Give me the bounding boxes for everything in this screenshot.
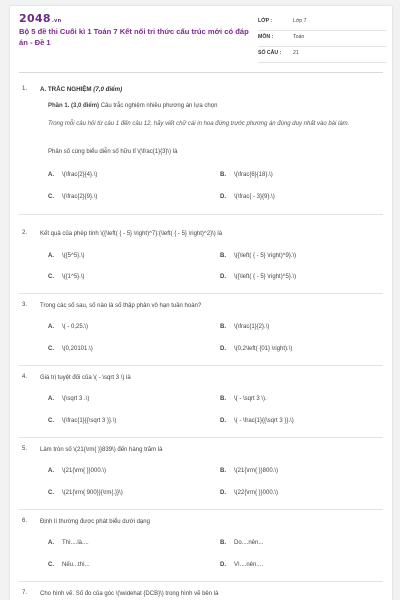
meta-value: Toán (293, 34, 305, 40)
option-text: Vì....nên.... (234, 562, 264, 568)
meta-row-subject (258, 31, 386, 47)
exam-meta (258, 15, 386, 63)
question-text: Kết quả của phép tính \({\left( { - 5} \right)^7}:{\left( { - 5} \right)^2}\) là (40, 231, 223, 237)
question-text: Cho hình vẽ. Số đo của góc \(\widehat {DCB}\) trong hình vẽ bên là (40, 591, 219, 597)
q5-option-b[interactable]: B. \(21{\rm{ }}800.\) (220, 468, 279, 474)
question-number: 5. (22, 446, 28, 452)
meta-value: Lớp 7 (293, 18, 307, 24)
q1-option-d[interactable]: D. \(\frac{ - 3}{9}.\) (220, 194, 275, 200)
question-divider (19, 214, 383, 215)
meta-key: MÔN : (258, 34, 274, 40)
option-text: \({1^5}.\) (62, 274, 85, 280)
option-text: \(21{\rm{ }}000.\) (62, 468, 107, 474)
question-number: 7. (22, 590, 28, 596)
question-text: Làm tròn số \(21{\rm{ }}839\) đến hàng trăm là (40, 447, 163, 453)
option-text: \(\frac{2}{4}.\) (62, 172, 98, 178)
q5-option-a[interactable]: A. \(21{\rm{ }}000.\) (48, 468, 107, 474)
q2-option-d[interactable]: D. \({\left( { - 5} \right)^5}.\) (220, 274, 297, 280)
instruction-text: Trong mỗi câu hỏi từ câu 1 đến câu 12, hãy viết chữ cái in hoa đứng trước phương án đúng duy nhất vào bài làm. (48, 121, 350, 127)
part-description: Câu trắc nghiệm nhiều phương án lựa chọn (100, 103, 218, 109)
question-text: Định lí thường được phát biểu dưới dạng (40, 519, 150, 525)
exam-page (10, 6, 392, 600)
logo-brand: 2048 (19, 12, 51, 25)
q1-option-a[interactable]: A. \(\frac{2}{4}.\) (48, 172, 98, 178)
question-text: Giá trị tuyệt đối của \( - \sqrt 3 \) là (40, 375, 131, 381)
option-text: \({\left( { - 5} \right)^5}.\) (234, 274, 297, 280)
part-label: Phần 1. (48, 103, 70, 109)
option-text: \(\frac{ - 3}{9}.\) (234, 194, 275, 200)
q5-option-c[interactable]: C. \(21{\rm{ 900}}{\rm{.}}\) (48, 490, 123, 496)
q4-option-d[interactable]: D. \( - \frac{1}{{\sqrt 3 }}.\) (220, 418, 294, 424)
q1-option-b[interactable]: B. \(\frac{6}{18}.\) (220, 172, 273, 178)
meta-key: LỚP : (258, 18, 273, 24)
option-text: \(21{\rm{ }}800.\) (234, 468, 279, 474)
question-number: 3. (22, 302, 28, 308)
option-text: \(21{\rm{ 900}}{\rm{.}}\) (62, 490, 123, 496)
option-text: \(\frac{2}{9}.\) (62, 194, 98, 200)
question-divider (19, 293, 383, 294)
meta-value: 21 (293, 50, 299, 56)
question-number: 2. (22, 230, 28, 236)
question-divider (19, 581, 383, 582)
section-title-text: A. TRẮC NGHIỆM (40, 86, 92, 93)
option-text: \(22{\rm{ }}000.\) (234, 490, 279, 496)
logo-suffix: .vn (51, 18, 62, 24)
meta-key: SỐ CÂU : (258, 50, 282, 56)
q4-option-c[interactable]: C. \(\frac{1}{{\sqrt 3 }}.\) (48, 418, 117, 424)
q4-option-b[interactable]: B. \( - \sqrt 3 \). (220, 396, 267, 402)
question-divider (19, 437, 383, 438)
option-text: Do....nên... (234, 540, 264, 546)
q5-option-d[interactable]: D. \(22{\rm{ }}000.\) (220, 490, 279, 496)
question-number: 4. (22, 374, 28, 380)
option-text: \(\sqrt 3 .\) (62, 396, 90, 402)
q1-option-c[interactable]: C. \(\frac{2}{9}.\) (48, 194, 98, 200)
question-divider (19, 509, 383, 510)
question-divider (19, 365, 383, 366)
q6-option-d[interactable]: D. Vì....nên.... (220, 562, 264, 568)
part-heading (48, 103, 217, 109)
option-text: \(\frac{1}{2}.\) (234, 324, 270, 330)
option-text: Nếu...thì... (62, 562, 90, 568)
q2-option-a[interactable]: A. \({5^5}.\) (48, 253, 85, 259)
site-logo[interactable] (19, 12, 61, 25)
section-score: (7,0 điểm) (93, 86, 123, 93)
option-text: \( - 0,25.\) (62, 324, 89, 330)
q6-option-c[interactable]: C. Nếu...thì... (48, 562, 90, 568)
option-text: \( - \frac{1}{{\sqrt 3 }}.\) (234, 418, 294, 424)
document-title: Bộ 5 đề thi Cuối kì 1 Toán 7 Kết nối tri thức cấu trúc mới có đáp án - Đề 1 (19, 27, 249, 47)
meta-row-class (258, 15, 386, 31)
header-divider (19, 72, 383, 73)
q3-option-d[interactable]: D. \(0,2\left( {01} \right).\) (220, 346, 293, 352)
meta-row-count (258, 47, 386, 63)
q6-option-a[interactable]: A. Thì....là.... (48, 540, 89, 546)
q3-option-a[interactable]: A. \( - 0,25.\) (48, 324, 89, 330)
question-text: Trong các số sau, số nào là số thập phân vô hạn tuần hoàn? (40, 303, 202, 309)
option-text: \(0,2\left( {01} \right).\) (234, 346, 293, 352)
part-score: (3,0 điểm) (71, 103, 100, 109)
section-title (40, 86, 122, 93)
q3-option-c[interactable]: C. \(0,20101.\) (48, 346, 93, 352)
option-text: \( - \sqrt 3 \). (234, 396, 267, 402)
question-number: 6. (22, 518, 28, 524)
option-text: \({5^5}.\) (62, 253, 85, 259)
option-text: \(\frac{6}{18}.\) (234, 172, 273, 178)
q3-option-b[interactable]: B. \(\frac{1}{2}.\) (220, 324, 270, 330)
option-text: \({\left( { - 5} \right)^9}.\) (234, 253, 297, 259)
option-text: \(0,20101.\) (62, 346, 93, 352)
exam-header (10, 6, 392, 68)
q6-option-b[interactable]: B. Do....nên... (220, 540, 264, 546)
q2-option-b[interactable]: B. \({\left( { - 5} \right)^9}.\) (220, 253, 297, 259)
q2-option-c[interactable]: C. \({1^5}.\) (48, 274, 85, 280)
q4-option-a[interactable]: A. \(\sqrt 3 .\) (48, 396, 90, 402)
question-1-text: Phân số cùng biểu diễn số hữu tỉ \(\frac{1}{3}\) là (48, 149, 178, 155)
option-text: Thì....là.... (62, 540, 89, 546)
section-number: 1. (22, 86, 28, 92)
option-text: \(\frac{1}{{\sqrt 3 }}.\) (62, 418, 117, 424)
